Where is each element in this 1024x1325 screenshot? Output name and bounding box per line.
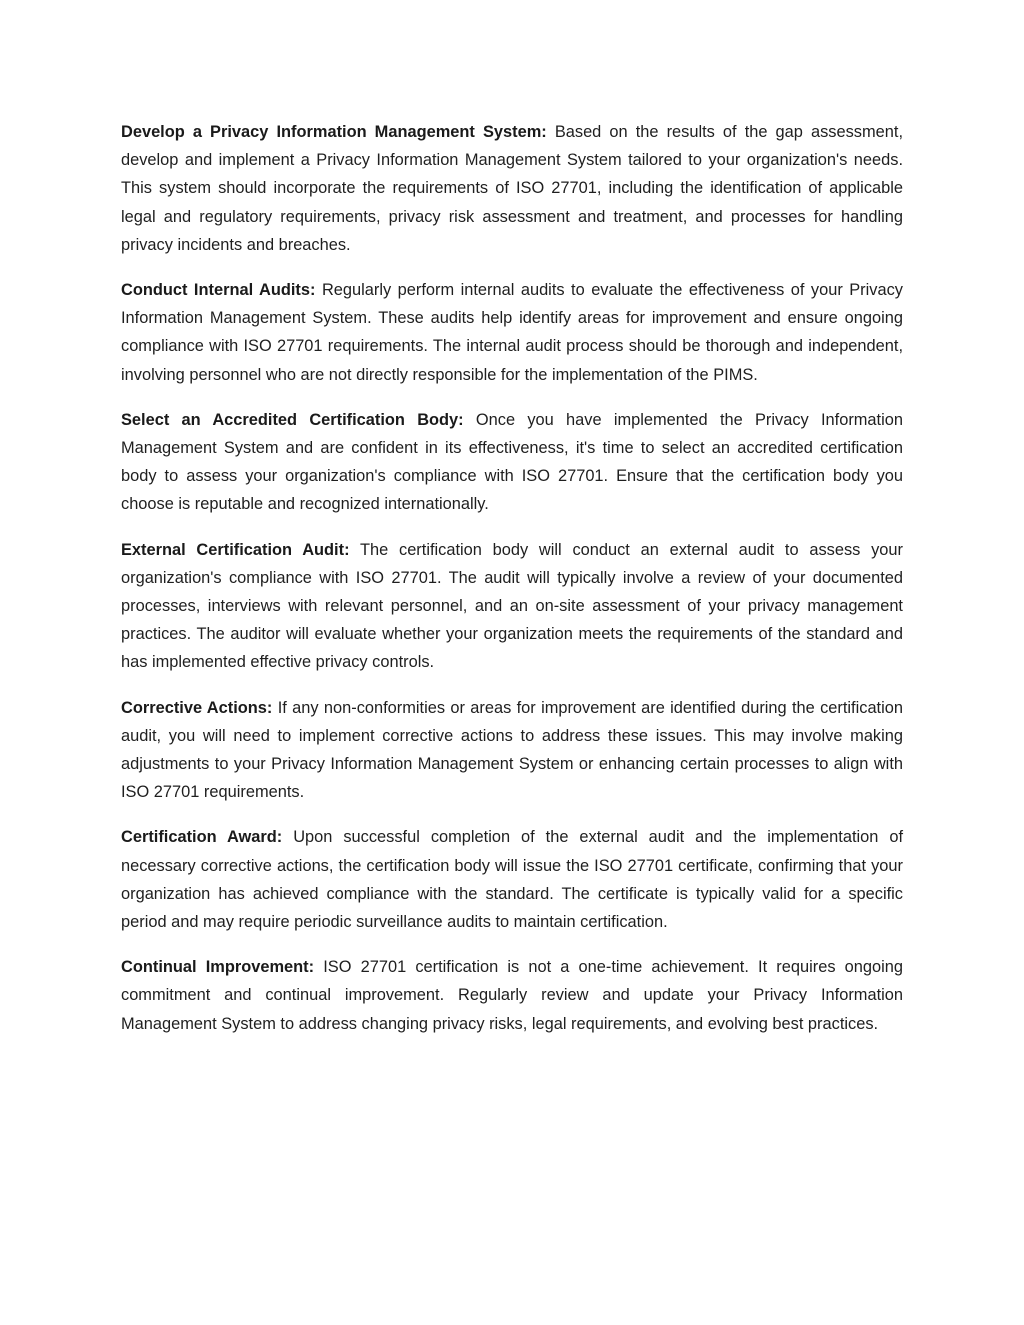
paragraph-heading: Corrective Actions: [121,698,273,717]
paragraph-heading: Develop a Privacy Information Management System: [121,123,547,141]
paragraph-external-audit [121,536,903,677]
paragraph-text: Upon successful completion of the external audit and the implementation of necessary corrective actions, the certification body will issue the ISO 27701 certificate, confirming that your organization has achieved compliance with the standard. The certificate is typically valid for a specific period and may require periodic surveillance audits to maintain certification. [121,828,904,932]
paragraph-corrective-actions [121,694,903,807]
paragraph-text: The certification body will conduct an external audit to assess your organization's compliance with ISO 27701. The audit will typically involve a review of your documented processes, interviews with relevant personnel, and an on-site assessment of your privacy management practices. The auditor will evaluate whether your organization meets the requirements of the standard and has implemented effective privacy controls. [121,540,904,672]
paragraph-heading: Conduct Internal Audits: [121,281,316,300]
paragraph-develop-pims [121,118,903,259]
paragraph-text: ISO 27701 certification is not a one-time achievement. It requires ongoing commitment and continual improvement. Regularly review and update your Privacy Information Management System to address changing privacy risks, legal requirements, and evolving best practices. [121,958,903,1033]
paragraph-heading: Certification Award: [121,828,283,847]
paragraph-text: Based on the results of the gap assessment, develop and implement a Privacy Information Management System tailored to your organization's needs. This system should incorporate the requirements of ISO 27701, including the identification of applicable legal and regulatory requirements, privacy risk assessment and treatment, and processes for handling privacy incidents and breaches. [121,123,903,254]
paragraph-text: Once you have implemented the Privacy Information Management System and are confident in its effectiveness, it's time to select an accredited certification body to assess your organization's compliance with ISO 27701. Ensure that the certification body you choose is reputable and recognized internationally. [121,410,903,514]
document-body [121,118,903,1055]
paragraph-certification-body [121,406,903,519]
paragraph-text: If any non-conformities or areas for improvement are identified during the certification audit, you will need to implement corrective actions to address these issues. This may involve making adjustments to your Privacy Information Management System or enhancing certain processes to align with ISO 27701 requirements. [121,698,903,802]
paragraph-internal-audits [121,276,903,389]
paragraph-certification-award [121,823,903,936]
paragraph-heading: External Certification Audit: [121,540,350,559]
paragraph-text: Regularly perform internal audits to evaluate the effectiveness of your Privacy Information Management System. These audits help identify areas for improvement and ensure ongoing compliance with ISO 27701 requirements. The internal audit process should be thorough and independent, involving personnel who are not directly responsible for the implementation of the PIMS. [121,281,903,384]
paragraph-heading: Select an Accredited Certification Body: [121,410,464,429]
paragraph-heading: Continual Improvement: [121,958,315,977]
paragraph-continual-improvement [121,953,903,1038]
